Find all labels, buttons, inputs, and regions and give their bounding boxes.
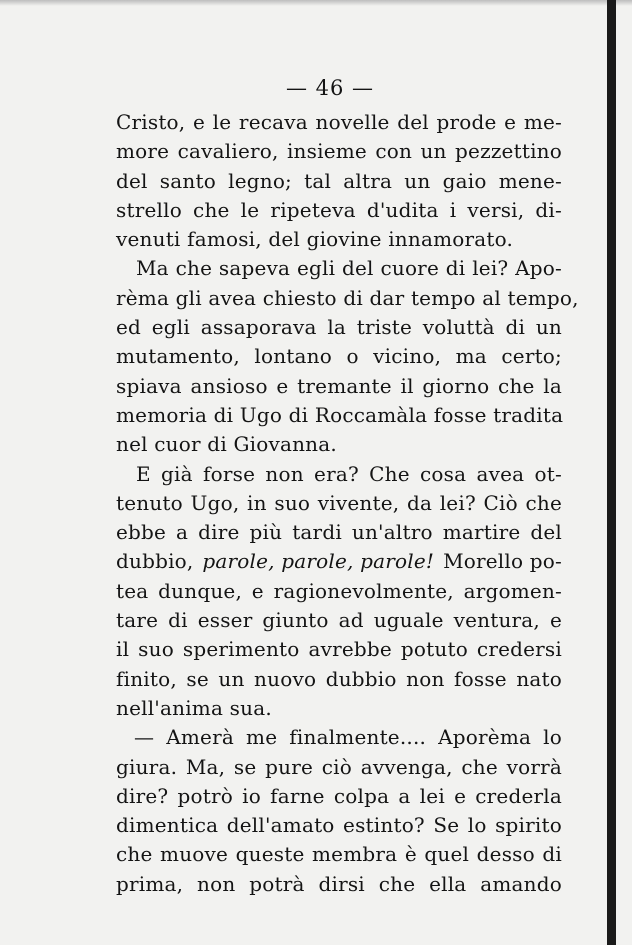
text-line: Cristo, e le recava novelle del prode e me-: [116, 110, 562, 134]
text-line: tenuto Ugo, in suo vivente, da lei? Ciò che: [116, 490, 562, 515]
text-line: more cavaliero, insieme con un pezzettino: [116, 139, 562, 164]
text-line: strello che le ripeteva d'udita i versi, di-: [116, 197, 562, 222]
text-line: E già forse non era? Che cosa avea ot-: [136, 461, 562, 486]
text-line: tare di esser giunto ad uguale ventura, e: [116, 608, 562, 633]
text-segment: Morello po-: [443, 549, 562, 574]
text-line: il suo sperimento avrebbe potuto credersi: [116, 637, 562, 662]
text-line: dire? potrò io farne colpa a lei e crederla: [116, 783, 562, 808]
text-line: Ma che sapeva egli del cuore di lei? Apo-: [136, 256, 562, 281]
text-segment: dubbio,: [116, 549, 194, 574]
text-line: del santo legno; tal altra un gaio mene-: [116, 168, 562, 193]
text-line: prima, non potrà dirsi che ella amando: [116, 871, 562, 896]
text-line: mutamento, lontano o vicino, ma certo;: [116, 344, 562, 369]
text-line-mixed: [116, 547, 562, 576]
text-line: tea dunque, e ragionevolmente, argomen-: [116, 578, 562, 603]
page-number: — 46 —: [285, 76, 375, 100]
text-line: finito, se un nuovo dubbio non fosse nato: [116, 666, 562, 691]
text-line: ed egli assaporava la triste voluttà di un: [116, 315, 562, 340]
text-line: giura. Ma, se pure ciò avvenga, che vorrà: [116, 754, 562, 779]
text-line: spiava ansioso e tremante il giorno che la: [116, 373, 562, 398]
text-line: nel cuor di Giovanna.: [116, 432, 337, 457]
text-line: che muove queste membra è quel desso di: [116, 842, 562, 867]
text-line: memoria di Ugo di Roccamàla fosse tradita: [116, 402, 564, 427]
italic-phrase: parole, parole, parole!: [202, 549, 435, 574]
text-line: rèma gli avea chiesto di dar tempo al tempo,: [116, 285, 579, 310]
text-line: nell'anima sua.: [116, 695, 272, 720]
text-line: dimentica dell'amato estinto? Se lo spirito: [116, 813, 562, 838]
text-line: — Amerà me finalmente.... Aporèma lo: [134, 725, 562, 750]
text-line: venuti famosi, del giovine innamorato.: [116, 227, 514, 252]
body-text: [116, 108, 579, 899]
text-line: ebbe a dire più tardi un'altro martire del: [116, 520, 562, 545]
